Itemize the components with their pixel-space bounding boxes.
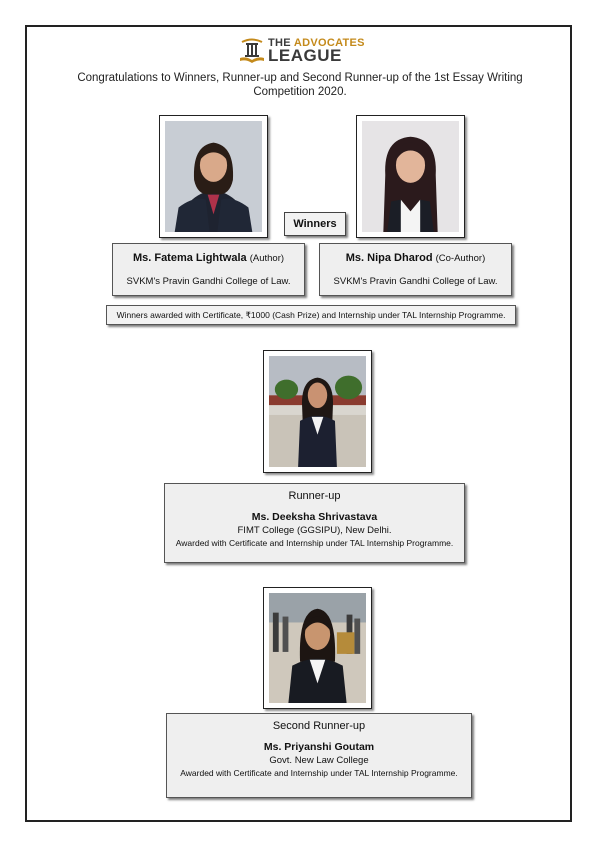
second-runner-up-name: Ms. Priyanshi Goutam <box>263 741 375 753</box>
pillar-book-icon <box>238 36 266 64</box>
winner-card-1 <box>112 243 305 296</box>
portrait-nipa <box>362 121 459 232</box>
winner-card-2 <box>319 243 512 296</box>
winner-name-2: Ms. Nipa Dharod <box>345 252 433 264</box>
second-runner-up-title: Second Runner-up <box>272 720 366 732</box>
advocates-league-logo <box>238 36 366 64</box>
portrait-deeksha <box>269 356 366 467</box>
logo-text-advocates: ADVOCATES <box>293 37 365 49</box>
logo-text-league: LEAGUE <box>268 46 342 65</box>
winners-award-text: Winners awarded with Certificate, ₹1000 (Cash Prize) and Internship under TAL Internship Programme. <box>106 305 516 325</box>
headline: Congratulations to Winners, Runner-up and Second Runner-up of the 1st Essay Writing Competition 2020. <box>77 72 523 98</box>
portrait-priyanshi <box>269 593 366 703</box>
winner-role-1: (Author) <box>249 253 285 264</box>
runner-up-title: Runner-up <box>288 490 341 502</box>
logo-text-the: THE <box>268 37 291 49</box>
runner-up-college: FIMT College (GGSIPU), New Delhi. <box>237 525 392 536</box>
winner-photo-2 <box>356 115 465 238</box>
runner-up-award: Awarded with Certificate and Internship under TAL Internship Programme. <box>175 538 454 548</box>
winner-college-2: SVKM's Pravin Gandhi College of Law. <box>333 276 498 287</box>
runner-up-photo <box>263 350 372 473</box>
second-runner-up-photo <box>263 587 372 709</box>
winner-photo-1 <box>159 115 268 238</box>
second-runner-up-award: Awarded with Certificate and Internship under TAL Internship Programme. <box>180 768 458 778</box>
portrait-fatema <box>165 121 262 232</box>
runner-up-name: Ms. Deeksha Shrivastava <box>251 511 378 523</box>
winner-college-1: SVKM's Pravin Gandhi College of Law. <box>126 276 291 287</box>
runner-up-card <box>164 483 465 563</box>
winner-role-2: (Co-Author) <box>435 253 486 264</box>
second-runner-up-card <box>166 713 472 798</box>
second-runner-up-college: Govt. New Law College <box>269 755 369 766</box>
winner-name-1: Ms. Fatema Lightwala <box>132 252 247 264</box>
winners-badge: Winners <box>284 212 346 236</box>
